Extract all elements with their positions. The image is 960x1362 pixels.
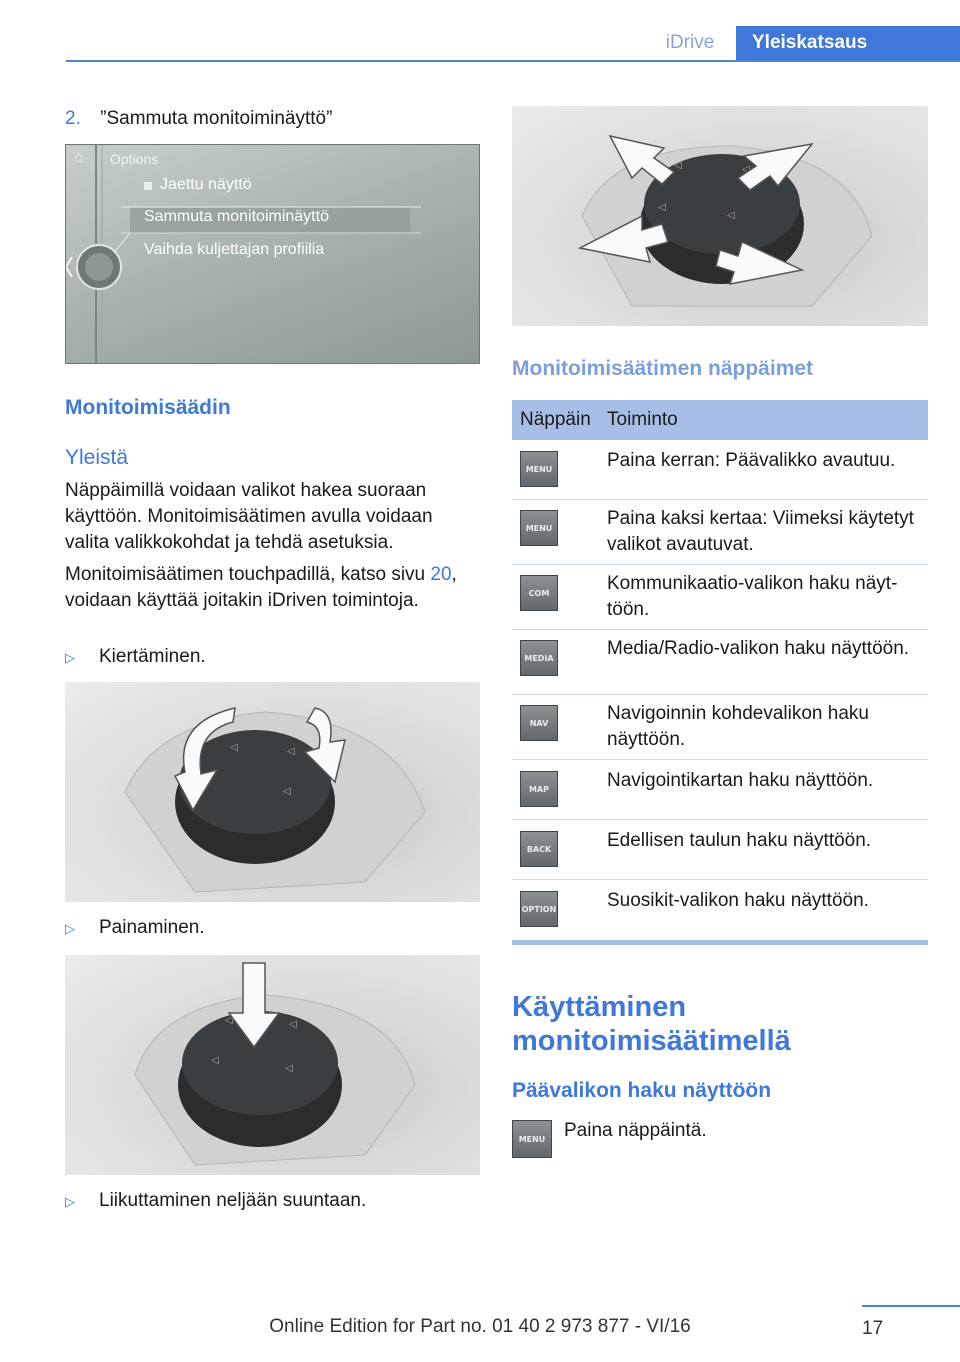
options-screen-image: [65, 144, 480, 364]
table-row: [512, 820, 928, 880]
svg-text:◁: ◁: [658, 202, 666, 213]
section-title-controller: Monitoimisäädin: [65, 396, 231, 419]
row-text: Suosikit-valikon haku näyttöön.: [607, 890, 869, 911]
svg-text:◁: ◁: [289, 1019, 297, 1030]
header-rule: [66, 60, 960, 62]
table-title: Monitoimisäätimen näppäimet: [512, 357, 814, 380]
para2-text-start: Monitoimisäätimen touchpadillä, katso sivu: [65, 564, 431, 585]
header-tab-idrive: iDrive: [665, 32, 715, 53]
table-end-rule: [512, 940, 928, 945]
option-key-icon: OPTION: [520, 891, 558, 927]
svg-text:◁: ◁: [225, 1015, 233, 1026]
bullet-marker: ▷: [65, 921, 75, 936]
menu-key-icon: MENU: [520, 510, 558, 546]
row-text: Edellisen taulun haku näyttöön.: [607, 830, 872, 851]
footer-edition: Online Edition for Part no. 01 40 2 973 877 - VI/16: [269, 1316, 691, 1337]
home-icon: ⌂: [74, 149, 84, 166]
row-text: Paina kaksi kertaa: Viimeksi käytetyt valikot avautuvat.: [607, 508, 914, 555]
media-key-icon: MEDIA: [520, 640, 558, 676]
svg-text:◁: ◁: [230, 742, 238, 753]
bullet-text: Kiertäminen.: [99, 646, 206, 667]
table-row: [512, 880, 928, 940]
bullet-press: [65, 915, 480, 942]
svg-text:◁: ◁: [674, 160, 682, 171]
table-row: [512, 695, 928, 760]
column-header-function: Toiminto: [607, 409, 678, 430]
svg-text:◁: ◁: [283, 786, 291, 797]
com-key-icon: COM: [520, 575, 558, 611]
table-row: [512, 760, 928, 820]
screen-item-3: Vaihda kuljettajan profiilia: [144, 241, 325, 258]
map-key-icon: MAP: [520, 771, 558, 807]
footer-rule: [862, 1305, 960, 1307]
controller-press-image: [65, 955, 480, 1175]
step-text: ”Sammuta monitoiminäyttö”: [100, 108, 333, 129]
table-header: [512, 400, 928, 440]
subsection-title-main-menu: Päävalikon haku näyttöön: [512, 1079, 772, 1102]
back-key-icon: BACK: [520, 831, 558, 867]
para2-text-end: , voidaan käyttää joitakin iDriven toimintoja.: [65, 564, 457, 611]
paragraph-touchpad: [65, 562, 480, 614]
bullet-marker: ▷: [65, 1194, 75, 1209]
nav-key-icon: NAV: [520, 705, 558, 741]
svg-text:◁: ◁: [287, 746, 295, 757]
header-tab-chapter: Yleiskatsaus: [736, 26, 960, 60]
row-text: Media/Radio-valikon haku näyttöön.: [607, 638, 910, 659]
paragraph-intro: Näppäimillä voidaan valikot hakea suoraan käyttöön. Monitoimisäätimen avulla voidaan valita valikkokohdat ja tehdä asetuksia.: [65, 480, 433, 553]
svg-text:◁: ◁: [285, 1063, 293, 1074]
row-text: Navigointikartan haku näyttöön.: [607, 770, 874, 791]
row-text: Kommunikaatio-valikon haku näyttöön.: [607, 573, 898, 620]
section-title-using: Käyttäminen monitoimisäätimellä: [512, 991, 791, 1057]
bullet-move: [65, 1188, 480, 1215]
instruction-text: Paina näppäintä.: [564, 1120, 707, 1141]
subsection-title-general: Yleistä: [65, 446, 129, 469]
column-header-key: Näppäin: [520, 409, 591, 430]
menu-key-icon: MENU: [520, 451, 558, 487]
controller-move-image: [512, 106, 928, 326]
bullet-text: Painaminen.: [99, 917, 205, 938]
screen-item-1: Jaettu näyttö: [160, 176, 252, 193]
screen-item-2: Sammuta monitoiminäyttö: [144, 208, 329, 225]
page-link[interactable]: 20: [430, 564, 452, 585]
row-text: Navigoinnin kohdevalikon haku näyttöön.: [607, 703, 869, 750]
bullet-rotate: [65, 644, 480, 671]
table-row: [512, 500, 928, 565]
menu-key-icon: MENU: [512, 1120, 552, 1158]
svg-text:◁: ◁: [727, 210, 735, 221]
table-row: [512, 630, 928, 695]
bullet-marker: ▷: [65, 650, 75, 665]
step-2: [65, 106, 480, 132]
page-number: 17: [862, 1318, 884, 1339]
step-number: 2.: [65, 108, 81, 129]
table-row: [512, 565, 928, 630]
svg-text:◁: ◁: [742, 164, 750, 175]
row-text: Paina kerran: Päävalikko avautuu.: [607, 450, 896, 471]
screen-title: Options: [110, 151, 159, 167]
svg-text:◁: ◁: [211, 1055, 219, 1066]
controller-rotate-image: [65, 682, 480, 902]
table-row: [512, 440, 928, 500]
bullet-text: Liikuttaminen neljään suuntaan.: [99, 1190, 367, 1211]
